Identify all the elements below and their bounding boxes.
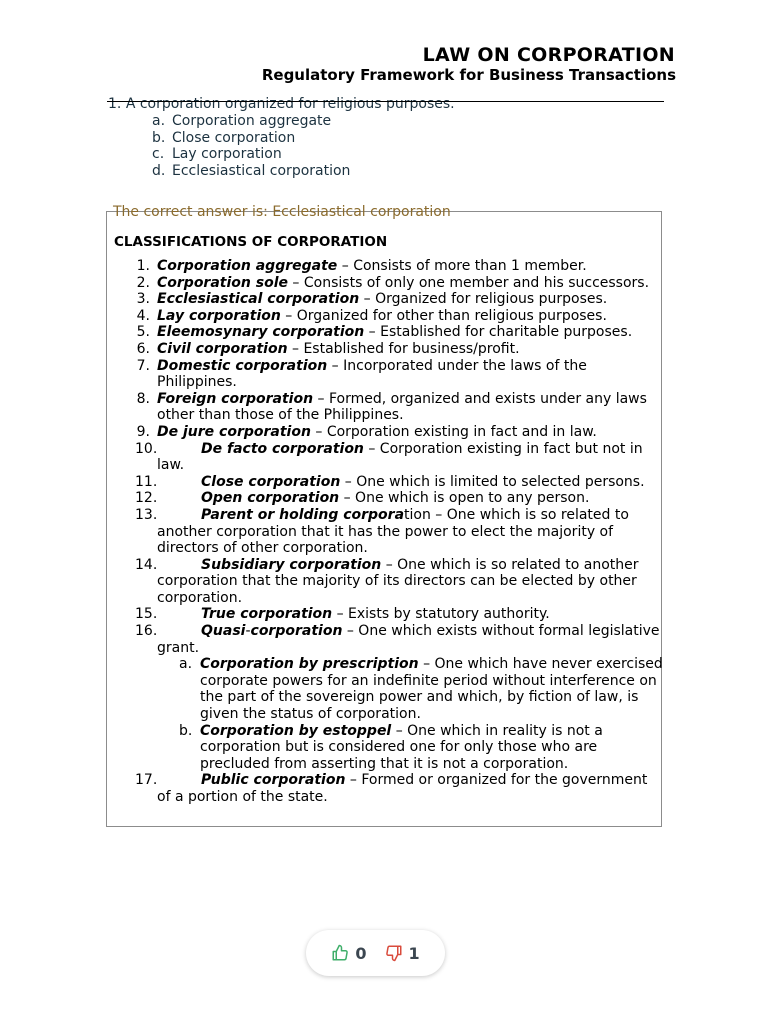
- choice-d: d. Ecclesiastical corporation: [152, 163, 351, 180]
- list-item: 6. Civil corporation – Established for business/profit.: [136, 340, 520, 357]
- like-button[interactable]: [331, 944, 366, 963]
- dislike-button[interactable]: [385, 944, 420, 963]
- list-item: 2. Corporation sole – Consists of only one member and his successors.: [136, 274, 650, 291]
- list-item: 4. Lay corporation – Organized for other than religious purposes.: [136, 307, 607, 324]
- list-item: 5. Eleemosynary corporation – Established for charitable purposes.: [136, 324, 633, 341]
- list-item: 15. True corporation – Exists by statutory authority.: [135, 606, 550, 623]
- classification-list: [120, 258, 663, 806]
- reaction-bar: [306, 930, 445, 976]
- question-text: A corporation organized for religious purposes.: [125, 96, 455, 112]
- thumbs-up-icon: [331, 944, 349, 962]
- choice-a: a. Corporation aggregate: [152, 113, 332, 129]
- answer-choices: [152, 113, 350, 180]
- question-number: 1.: [108, 96, 122, 112]
- list-item: 1. Corporation aggregate – Consists of more than 1 member.: [136, 258, 587, 274]
- list-item: 3. Ecclesiastical corporation – Organized for religious purposes.: [136, 291, 608, 308]
- dislike-count: 1: [408, 943, 420, 963]
- thumbs-down-icon: [385, 944, 403, 962]
- like-count: 0: [355, 943, 367, 963]
- list-item: 7. Domestic corporation – Incorporated under the laws of the Philippines.: [136, 357, 587, 391]
- document-title: LAW ON CORPORATION: [422, 44, 675, 66]
- list-item: 16. Quasi-corporation – One which exists without formal legislative grant. a. Corporation by prescription – One which have never exercised corporate powers for an indefinite period without interference on the part of the sovereign power and which, by fiction of law, is given the status of corporation. b. Corporation by estoppel – One which in reality is not a corporation but is considered one for only those who are precluded from asserting that it is not a corporation.: [135, 623, 663, 772]
- section-title: CLASSIFICATIONS OF CORPORATION: [114, 234, 388, 250]
- sub-list-item: b. Corporation by estoppel – One which in reality is not a corporation but is considered one for only those who are precluded from asserting that it is not a corporation.: [179, 722, 603, 772]
- quasi-corporation-subtypes: [157, 656, 663, 772]
- correct-answer-label: The correct answer is: Ecclesiastical corporation: [113, 204, 451, 220]
- list-item: 8. Foreign corporation – Formed, organized and exists under any laws other than those of the Philippines.: [136, 390, 647, 424]
- sub-list-item: a. Corporation by prescription – One which have never exercised corporate powers for an indefinite period without interference on the part of the sovereign power and which, by fiction of law, is given the status of corporation.: [179, 656, 663, 723]
- list-item: 17. Public corporation – Formed or organized for the government of a portion of the state.: [135, 772, 648, 805]
- list-item: 12. Open corporation – One which is open to any person.: [135, 490, 590, 507]
- list-item: 13. Parent or holding corporation – One which is so related to another corporation that it has the power to elect the majority of directors of other corporation.: [135, 506, 629, 557]
- list-item: 10. De facto corporation – Corporation existing in fact but not in law.: [135, 440, 643, 474]
- choice-b: b. Close corporation: [152, 129, 296, 146]
- question-stem: [108, 96, 455, 113]
- list-item: 11. Close corporation – One which is limited to selected persons.: [135, 473, 645, 490]
- document-subtitle: Regulatory Framework for Business Transactions: [261, 66, 676, 84]
- choice-c: c. Lay corporation: [152, 146, 282, 163]
- header-divider: [107, 101, 664, 102]
- list-item: 9. De jure corporation – Corporation existing in fact and in law.: [136, 423, 597, 440]
- list-item: 14. Subsidiary corporation – One which is so related to another corporation that the majority of its directors can be elected by other corporation.: [135, 556, 639, 606]
